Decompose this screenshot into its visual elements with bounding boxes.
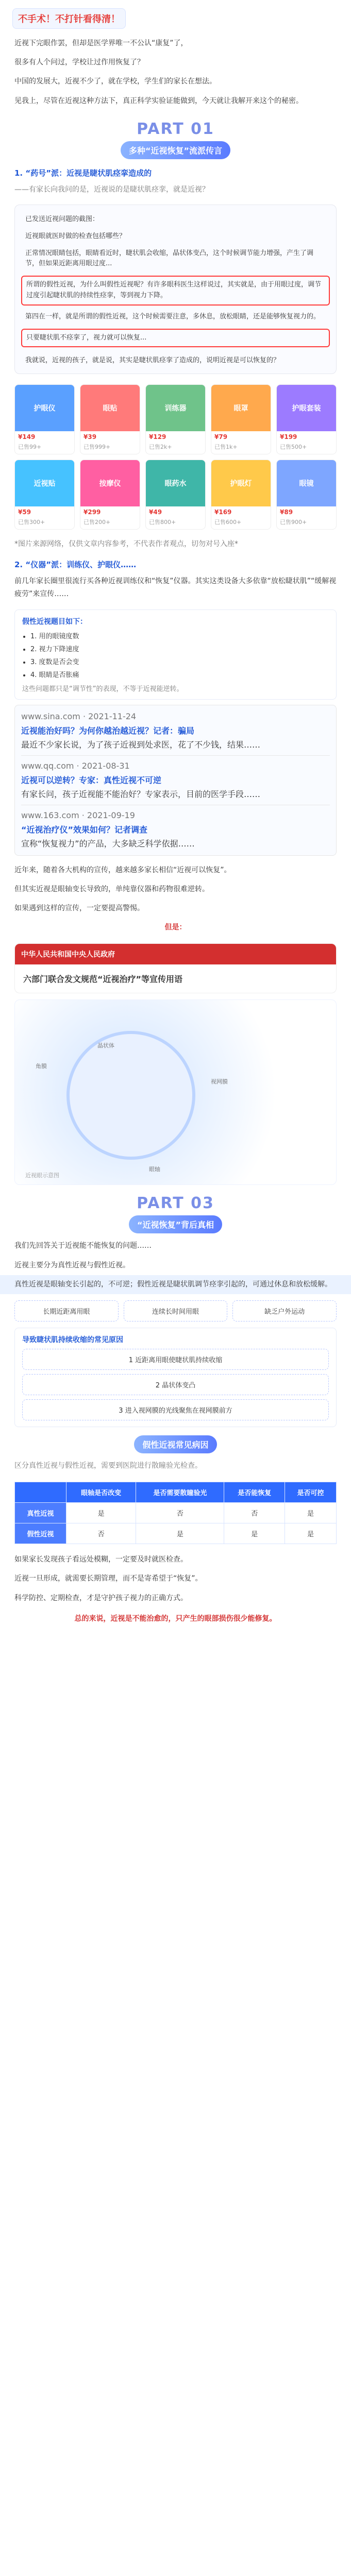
table-header-cell: 是否可控 [285,1482,337,1503]
gov-headline: 六部门联合发文规范“近视治疗”等宣传用语 [23,974,183,985]
q2-desc: 前几年家长圈里很流行买各种近视训练仪和“恢复”仪器。其实这类设备大多依靠“放松睫状肌”“缓解视疲劳”来宣传…… [14,577,337,599]
chat-bottom: 我就说，近视的孩子，就是说，其实是睫状肌痉挛了造成的，说明近视是可以恢复的？ [25,357,280,365]
table-cell: 是 [66,1503,136,1523]
table-header-cell: 眼轴是否改变 [66,1482,136,1503]
part3-para: 真性近视是眼轴变长引起的，不可逆；假性近视是睫状肌调节痉挛引起的，可通过休息和放松缓解。 [0,1275,351,1294]
quote-desc: 最近不少家长说，为了孩子近视到处求医，花了不少钱，结果…… [21,739,261,750]
ad-thumb: 眼镜 [277,460,336,506]
news-quotes [14,705,337,856]
intro-para: 中国的发展大，近视不少了，就在学校，学生们的家长在想法。 [14,77,216,86]
ending-para: 如果家长发现孩子看远处模糊，一定要及时就医检查。 [14,1555,188,1564]
ad-meta: 已售800+ [149,519,176,526]
table-cell: 是 [224,1523,285,1544]
quote-source: www.163.com · 2021-09-19 [21,810,135,820]
ad-price: ¥59 [18,509,31,516]
ad-card[interactable] [145,460,206,530]
table-title: 假性近视常见病因 [134,1435,216,1453]
warning-title: 但是： [164,923,187,932]
chat-card [14,205,337,374]
part1-tail: 近年来，随着各大机构的宣传，越来越多家长相信“近视可以恢复”。 [14,866,231,874]
cause-step: 长期近距离用眼 [14,1300,119,1321]
chat-a1: 近视眼就医时做的检查包括哪些？ [25,232,126,240]
chat-a2: 正常情况眼睛包括，眼睛看近时，睫状肌会收缩，晶状体变凸，这个时候调节能力增强，产生了调节，但如果近距离用眼过度... [25,249,314,268]
part-label: PART 03 [137,1194,214,1213]
ad-price: ¥79 [214,433,228,441]
intro-paras [0,34,351,111]
ad-thumb: 眼贴 [80,385,140,431]
ad-price: ¥199 [280,433,297,441]
gov-site: 中华人民共和国中央人民政府 [15,944,336,964]
ad-meta: 已售200+ [83,519,111,526]
ad-card[interactable] [276,384,337,454]
ad-card[interactable] [211,460,271,530]
intro-para: 近视下完眼作罢，但却是医学界唯一不公认“康复”了， [14,39,188,47]
process-step: 1 近距离用眼使睫状肌持续收缩 [22,1349,329,1370]
ad-meta: 已售500+ [280,444,307,451]
ending-para: 科学防控、定期检查，才是守护孩子视力的正确方式。 [14,1594,188,1602]
row-label: 假性近视 [15,1523,66,1544]
intro-para: 很多有人个问过，学校让过作用恢复了？ [14,58,144,67]
part-label: PART 01 [137,120,214,138]
part3-para: 近视主要分为真性近视与假性近视。 [14,1261,130,1269]
part3-para: 我们先回答关于近视能不能恢复的问题…… [14,1242,152,1250]
list-item: • 2. 视力下降速度 [30,643,329,653]
ending-para: 近视一旦形成，就需要长期管理，而不是寄希望于“恢复”。 [14,1574,203,1583]
part1-header [0,120,351,159]
table-body [15,1503,337,1544]
ad-price: ¥129 [149,433,166,441]
ad-thumb: 护眼套装 [277,385,336,431]
ad-meta: 已售99+ [18,444,42,451]
table-cell: 否 [224,1503,285,1523]
table-cell: 否 [136,1503,224,1523]
ad-thumb: 眼药水 [146,460,205,506]
process-title: 导致睫状肌持续收缩的常见原因 [22,1335,123,1344]
ad-meta: 已售999+ [83,444,111,451]
quote-source: www.sina.com · 2021-11-24 [21,711,137,721]
ad-price: ¥299 [83,509,101,516]
process-step: 2 晶状体变凸 [22,1374,329,1395]
ad-thumb: 按摩仪 [80,460,140,506]
ad-card[interactable] [145,384,206,454]
list-item: • 1. 用的眼镜度数 [30,631,329,640]
table-header-cell: 是否能恢复 [224,1482,285,1503]
table-header-row [15,1482,337,1503]
q2-title: 2. “仪器”派：训练仪、护眼仪…… [14,560,137,570]
part-subtitle: “近视恢复”背后真相 [129,1215,222,1233]
table-row [15,1503,337,1523]
ad-price: ¥169 [214,509,232,516]
table-row [15,1523,337,1544]
diagram-caption: 近视眼示意图 [25,1172,59,1179]
label-cornea: 角膜 [36,1063,47,1070]
eye-diagram [14,999,337,1185]
q-desc: ——有家长向我问的是，近视说的是睫状肌痉挛，就是近视？ [14,185,209,194]
label-retina: 视网膜 [211,1078,228,1086]
ad-meta: 已售600+ [214,519,242,526]
part1-tail: 但其实近视是眼轴变长导致的，单纯靠仪器和药物很难逆转。 [14,885,209,893]
chat-q: 已发送近视问题的截图： [25,215,99,223]
intro-para: 见我上，尽管在近视这种方法下，真正科学实验证能做到，今天就让我解开来这个的秘密。 [14,96,303,105]
cause-step: 缺乏户外运动 [232,1300,337,1321]
ad-thumb: 护眼仪 [15,385,74,431]
intro-title: 不手术！不打针看得清！ [12,8,126,29]
divider [21,755,330,756]
list-item: • 3. 度数是否会变 [30,656,329,666]
table-header-cell [15,1482,66,1503]
ad-card[interactable] [276,460,337,530]
cause-step: 连续长时间用眼 [124,1300,228,1321]
box-title: 假性近视题目如下： [22,617,87,626]
quote-title[interactable]: 近视能治好吗？为何你越治越近视？记者：骗局 [21,725,195,736]
ad-card[interactable] [14,460,75,530]
compare-table [14,1482,337,1544]
ending-highlight: 总的来说，近视是不能治愈的，只产生的眼部损伤很少能修复。 [74,1614,277,1623]
table-header-cell: 是否需要散瞳验光 [136,1482,224,1503]
label-lens: 晶状体 [97,1042,114,1049]
table-head [15,1482,337,1503]
part-subtitle: 多种“近视恢复”流派传言 [121,141,230,159]
eye-shape [66,1031,195,1160]
box-note: 这些问题都只是“调节性”的表现，不等于近视能逆转。 [22,685,183,693]
causes [14,1300,337,1321]
list-item: • 4. 眼睛是否胀痛 [30,669,329,679]
ad-price: ¥89 [280,509,293,516]
part1-tail: 如果遇到这样的宣传，一定要提高警惕。 [14,904,144,913]
row-label: 真性近视 [15,1503,66,1523]
quiz-list [22,631,329,679]
chat-a3-highlight: 所谓的假性近视，为什么叫假性近视呢？有许多眼科医生这样说过，其实就是，由于用眼过度，调节过度引起睫状肌的持续性痉挛，等到视力下降。 [21,276,330,306]
chat-a5-highlight: 只要睫状肌不痉挛了，视力就可以恢复... [21,329,330,348]
ad-meta: 已售900+ [280,519,307,526]
cause-steps [14,1300,337,1321]
table-cell: 否 [66,1523,136,1544]
ad-card[interactable] [80,460,140,530]
ad-grid [0,379,351,535]
ad-meta: 已售300+ [18,519,45,526]
ads-note: *图片来源网络，仅供文章内容参考，不代表作者观点，切勿对号入座* [14,540,238,549]
ad-thumb: 训练器 [146,385,205,431]
ad-price: ¥49 [149,509,162,516]
ad-card[interactable] [14,384,75,454]
quote-title[interactable]: “近视治疗仪”效果如何？记者调查 [21,824,148,835]
label-axial: 眼轴 [149,1166,160,1173]
ad-thumb: 近视贴 [15,460,74,506]
process-box [14,1328,337,1427]
table-desc: 区分真性近视与假性近视，需要到医院进行散瞳验光检查。 [14,1461,202,1470]
gov-banner [14,943,337,993]
table-cell: 是 [285,1503,337,1523]
ad-card[interactable] [211,384,271,454]
quote-source: www.qq.com · 2021-08-31 [21,760,130,771]
ad-meta: 已售1k+ [214,444,238,451]
ad-thumb: 护眼灯 [211,460,271,506]
part3-header [0,1194,351,1233]
chat-a4: 第四在一样，就是所谓的假性近视，这个时候需要注意，多休息，放松眼睛，还是能够恢复视力的。 [25,312,321,320]
ad-card[interactable] [80,384,140,454]
quote-desc: 有家长问，孩子近视能不能治好？专家表示，目前的医学手段…… [21,789,261,799]
quote-desc: 宣称“恢复视力”的产品，大多缺乏科学依据…… [21,838,195,849]
ad-price: ¥149 [18,433,36,441]
table-title-wrap [0,1432,351,1453]
ad-thumb: 眼罩 [211,385,271,431]
process-step: 3 进入视网膜的光线聚焦在视网膜前方 [22,1399,329,1420]
quiz-box [14,609,337,700]
table-cell: 是 [136,1523,224,1544]
quote-title[interactable]: 近视可以逆转？专家：真性近视不可逆 [21,775,162,785]
ad-meta: 已售2k+ [149,444,172,451]
table-cell: 是 [285,1523,337,1544]
ad-price: ¥39 [83,433,97,441]
q-title: 1. “药号”派：近视是睫状肌痉挛造成的 [14,168,152,178]
